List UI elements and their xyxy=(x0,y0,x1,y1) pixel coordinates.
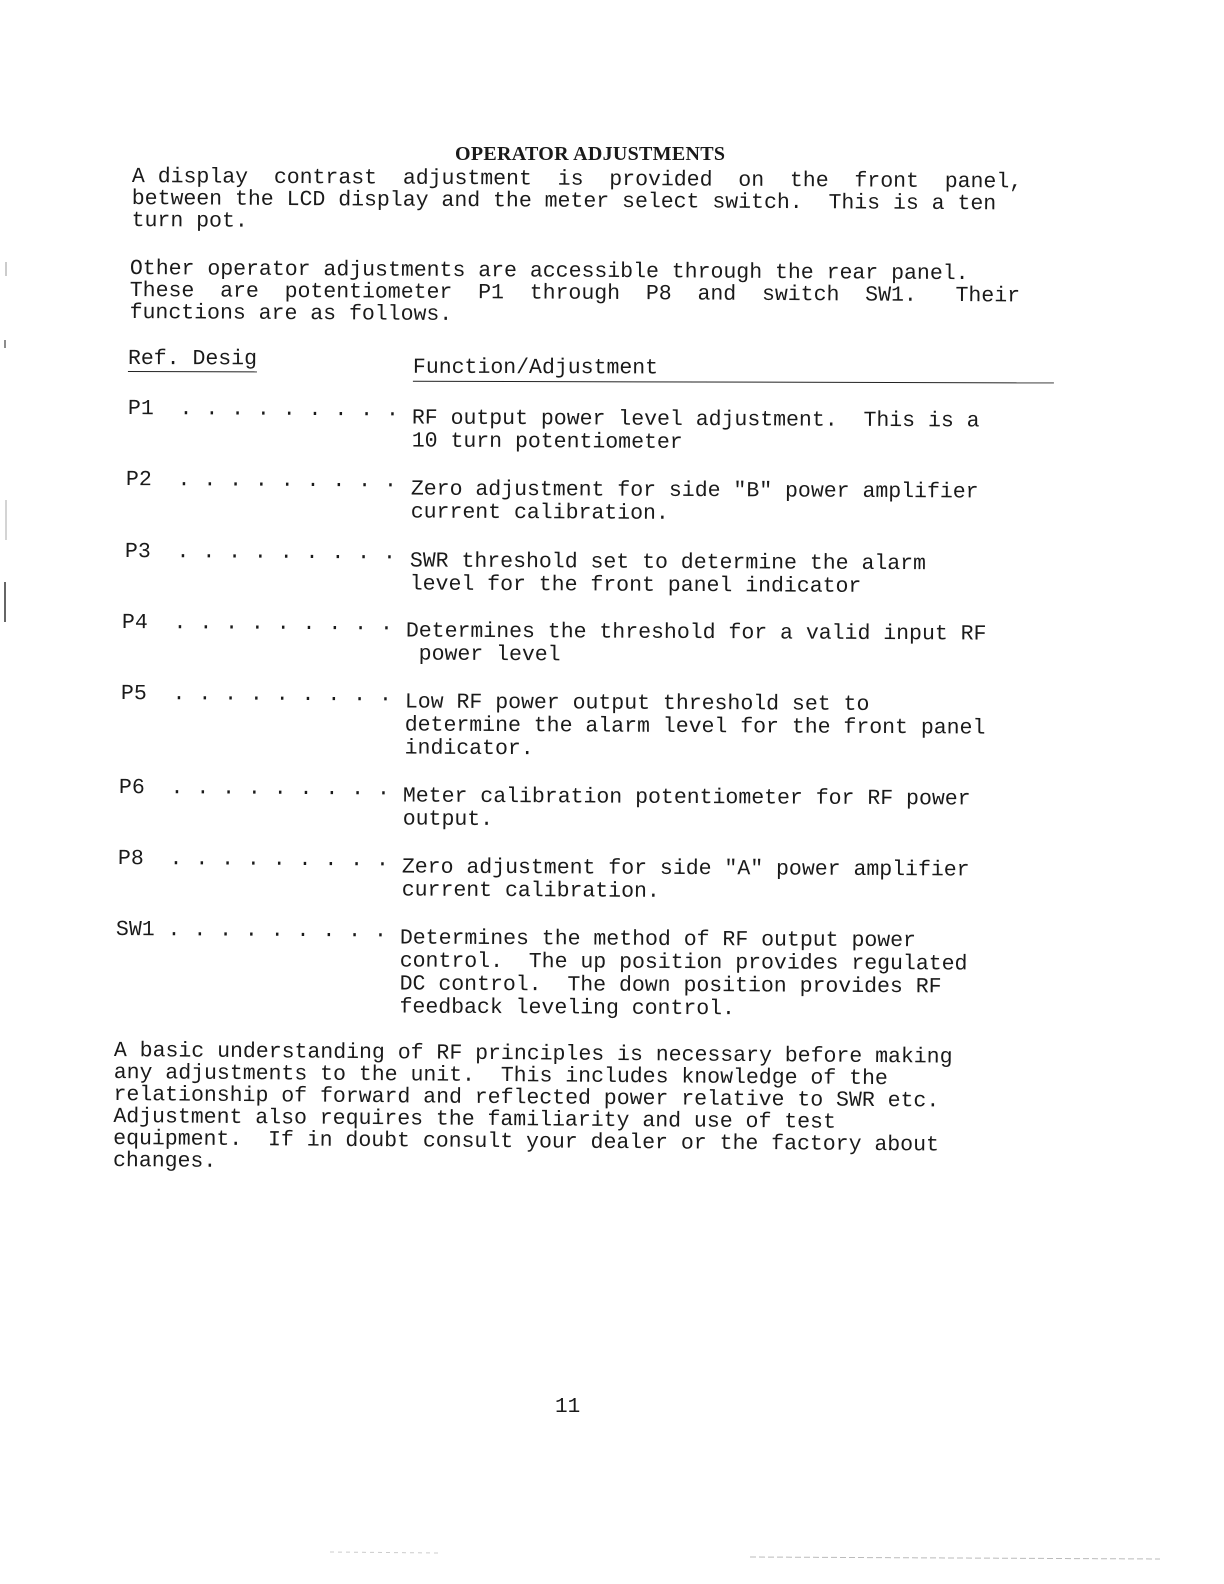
intro-paragraph-contrast: A display contrast adjustment is provided on the front panel, between the LCD display and the meter select switch. This is a ten turn pot. xyxy=(131,165,1023,234)
page-number: 11 xyxy=(555,1396,581,1419)
row-description: Zero adjustment for side "A" power amplifier current calibration. xyxy=(401,855,970,904)
row-ref: P2 . . . . . . . . . xyxy=(125,468,397,494)
closing-paragraph: A basic understanding of RF principles is necessary before making any adjustments to the unit. This includes knowledge of the relationship of forward and reflected power relative to SWR etc. Adjustment also requires the familiarity and use of test equipment. If in doubt consult your dealer or the factory about changes. xyxy=(112,1039,953,1174)
row-description: Low RF power output threshold set to determine the alarm level for the front panel indicator. xyxy=(404,690,986,762)
column-header-function: Function/Adjustment xyxy=(413,357,1054,384)
column-header-ref-desig: Ref. Desig xyxy=(127,347,258,372)
row-ref: P3 . . . . . . . . . xyxy=(124,540,396,566)
row-ref: P1 . . . . . . . . . xyxy=(127,397,399,423)
row-ref: P4 . . . . . . . . . xyxy=(121,611,393,637)
row-description: RF output power level adjustment. This is a 10 turn potentiometer xyxy=(411,406,980,455)
row-ref: P5 . . . . . . . . . xyxy=(120,682,392,708)
intro-paragraph-rear-panel: Other operator adjustments are accessible through the rear panel. These are potentiometer P1 through P8 and switch SW1. Their functions are as follows. xyxy=(129,257,1021,327)
row-description: Zero adjustment for side "B" power amplifier current calibration. xyxy=(410,477,979,526)
row-ref: P8 . . . . . . . . . xyxy=(117,847,389,873)
row-ref: P6 . . . . . . . . . xyxy=(118,776,390,802)
row-description: Meter calibration potentiometer for RF power output. xyxy=(402,784,971,832)
row-description: Determines the threshold for a valid input RF power level xyxy=(405,619,987,668)
page-title: OPERATOR ADJUSTMENTS xyxy=(455,143,726,165)
row-description: SWR threshold set to determine the alarm level for the front panel indicator xyxy=(409,549,927,599)
row-ref: SW1 . . . . . . . . . xyxy=(115,918,387,944)
row-description: Determines the method of RF output power control. The up position provides regulated DC control. The down position provides RF feedback leveling control. xyxy=(399,926,968,1022)
